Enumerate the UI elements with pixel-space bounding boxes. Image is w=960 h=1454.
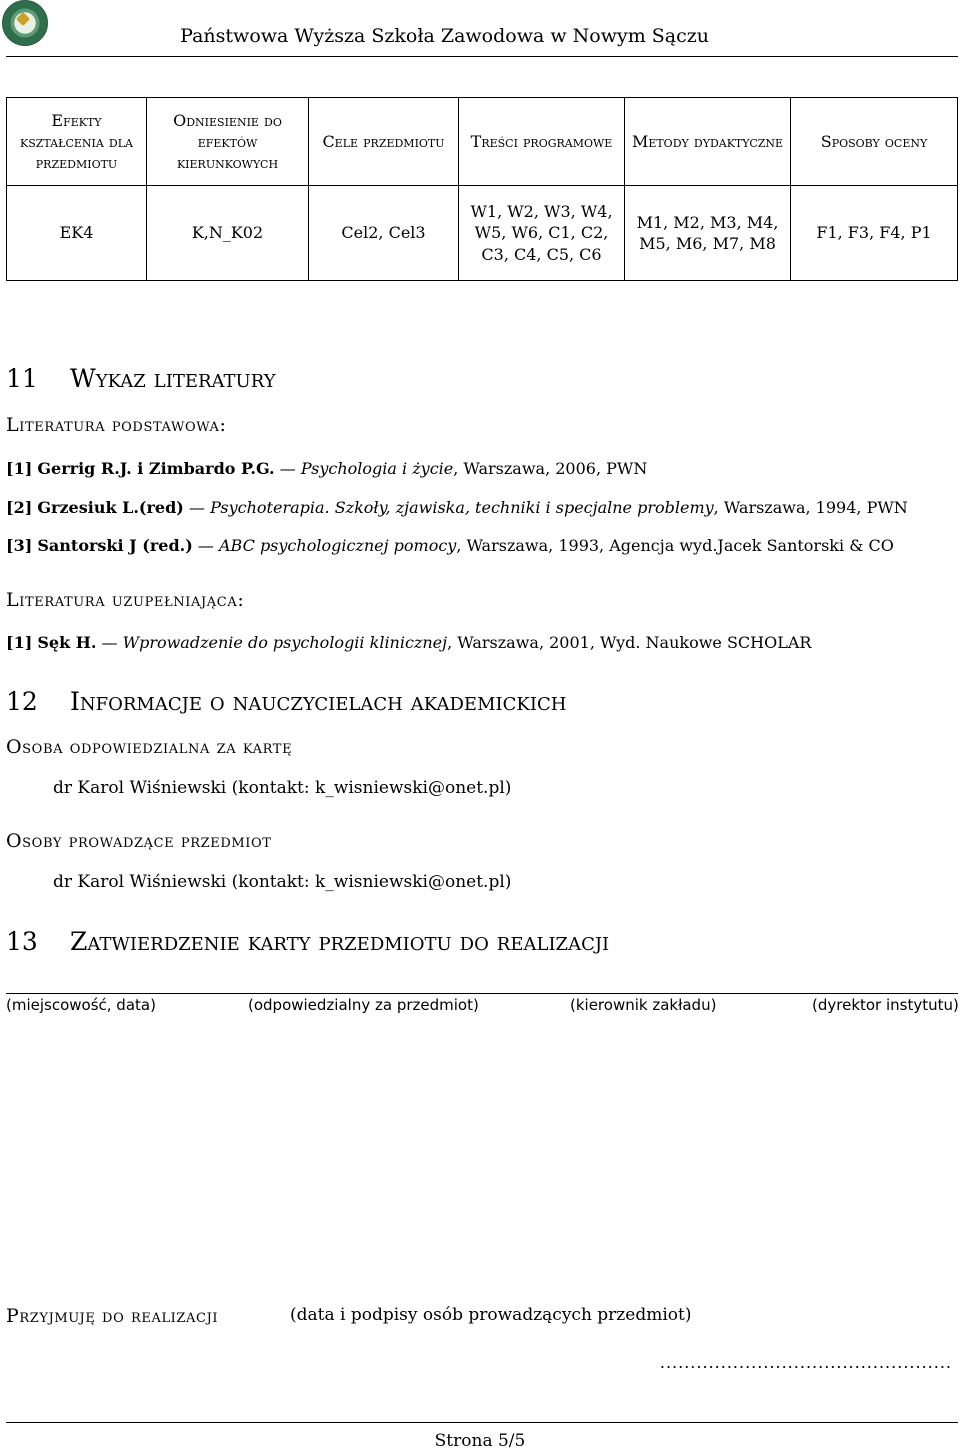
section-title-text: Zatwierdzenie karty przedmiotu do realizacji <box>70 927 610 956</box>
section-title-text: Informacje o nauczycielach akademickich <box>70 687 567 716</box>
responsible-person: dr Karol Wiśniewski (kontakt: k_wisniewski@onet.pl) <box>53 778 512 798</box>
reference-item <box>6 459 647 478</box>
ref-title: Psychoterapia. Szkoły, zjawiska, techniki i specjalne problemy <box>210 498 714 517</box>
ref-authors: Gerrig R.J. i Zimbardo P.G. <box>37 459 275 478</box>
table-header-cell: Cele przedmiotu <box>309 98 459 186</box>
ref-authors: Sęk H. <box>37 633 97 652</box>
ref-details: , Warszawa, 1994, PWN <box>713 498 908 517</box>
table-cell: EK4 <box>7 186 147 281</box>
table-header-cell: Metody dydaktyczne <box>625 98 791 186</box>
section-13-title <box>6 927 609 956</box>
ref-label: [2] <box>6 498 33 517</box>
table-header-cell: Sposoby oceny <box>791 98 958 186</box>
table-header-cell: Odniesienie do efektów kierunkowych <box>147 98 309 186</box>
ref-authors: Grzesiuk L.(red) <box>37 498 184 517</box>
ref-dash: — <box>197 536 214 555</box>
section-number: 12 <box>6 687 38 716</box>
ref-label: [1] <box>6 633 33 652</box>
signature-line <box>6 993 958 994</box>
ref-label: [3] <box>6 536 33 555</box>
table-cell: K,N_K02 <box>147 186 309 281</box>
ref-dash: — <box>279 459 296 478</box>
table-cell: F1, F3, F4, P1 <box>791 186 958 281</box>
section-number: 11 <box>6 364 38 393</box>
section-number: 13 <box>6 927 38 956</box>
ref-title: ABC psychologicznej pomocy <box>219 536 457 555</box>
teachers-heading: Osoby prowadzące przedmiot <box>6 830 272 852</box>
signature-label-responsible: (odpowiedzialny za przedmiot) <box>248 996 479 1014</box>
ref-dash: — <box>101 633 118 652</box>
acceptance-heading: Przyjmuję do realizacji <box>6 1305 219 1327</box>
supplementary-literature-heading: Literatura uzupełniająca: <box>6 589 245 611</box>
table-cell: Cel2, Cel3 <box>309 186 459 281</box>
section-11-title <box>6 364 276 393</box>
footer-divider <box>6 1422 958 1423</box>
effects-table <box>6 97 958 281</box>
reference-item <box>6 633 811 652</box>
ref-dash: — <box>188 498 205 517</box>
teachers: dr Karol Wiśniewski (kontakt: k_wisniewski@onet.pl) <box>53 872 512 892</box>
signature-dots: ................................................ <box>659 1353 952 1372</box>
page-number: Strona 5/5 <box>434 1431 526 1451</box>
ref-title: Psychologia i życie <box>300 459 454 478</box>
signature-label-director: (dyrektor instytutu) <box>812 996 959 1014</box>
table-header-cell: Efekty kształcenia dla przedmiotu <box>7 98 147 186</box>
reference-item <box>6 536 894 555</box>
ref-authors: Santorski J (red.) <box>37 536 193 555</box>
section-12-title <box>6 687 566 716</box>
signature-label-place-date: (miejscowość, data) <box>6 996 156 1014</box>
ref-label: [1] <box>6 459 33 478</box>
basic-literature-heading: Literatura podstawowa: <box>6 414 227 436</box>
reference-item <box>6 498 908 517</box>
ref-details: , Warszawa, 1993, Agencja wyd.Jacek Santorski & CO <box>456 536 894 555</box>
ref-details: , Warszawa, 2001, Wyd. Naukowe SCHOLAR <box>447 633 812 652</box>
signature-label-head: (kierownik zakładu) <box>570 996 717 1014</box>
section-title-text: Wykaz literatury <box>70 364 276 393</box>
responsible-person-heading: Osoba odpowiedzialna za kartę <box>6 736 293 758</box>
table-cell: W1, W2, W3, W4, W5, W6, C1, C2, C3, C4, C5, C6 <box>459 186 625 281</box>
table-cell: M1, M2, M3, M4, M5, M6, M7, M8 <box>625 186 791 281</box>
ref-title: Wprowadzenie do psychologii klinicznej <box>122 633 448 652</box>
table-row <box>7 186 958 281</box>
table-header-row <box>7 98 958 186</box>
table-header-cell: Treści programowe <box>459 98 625 186</box>
ref-details: , Warszawa, 2006, PWN <box>453 459 648 478</box>
page-header-title: Państwowa Wyższa Szkoła Zawodowa w Nowym Sączu <box>180 25 709 47</box>
header-divider <box>6 56 958 57</box>
acceptance-note: (data i podpisy osób prowadzących przedmiot) <box>290 1305 692 1325</box>
